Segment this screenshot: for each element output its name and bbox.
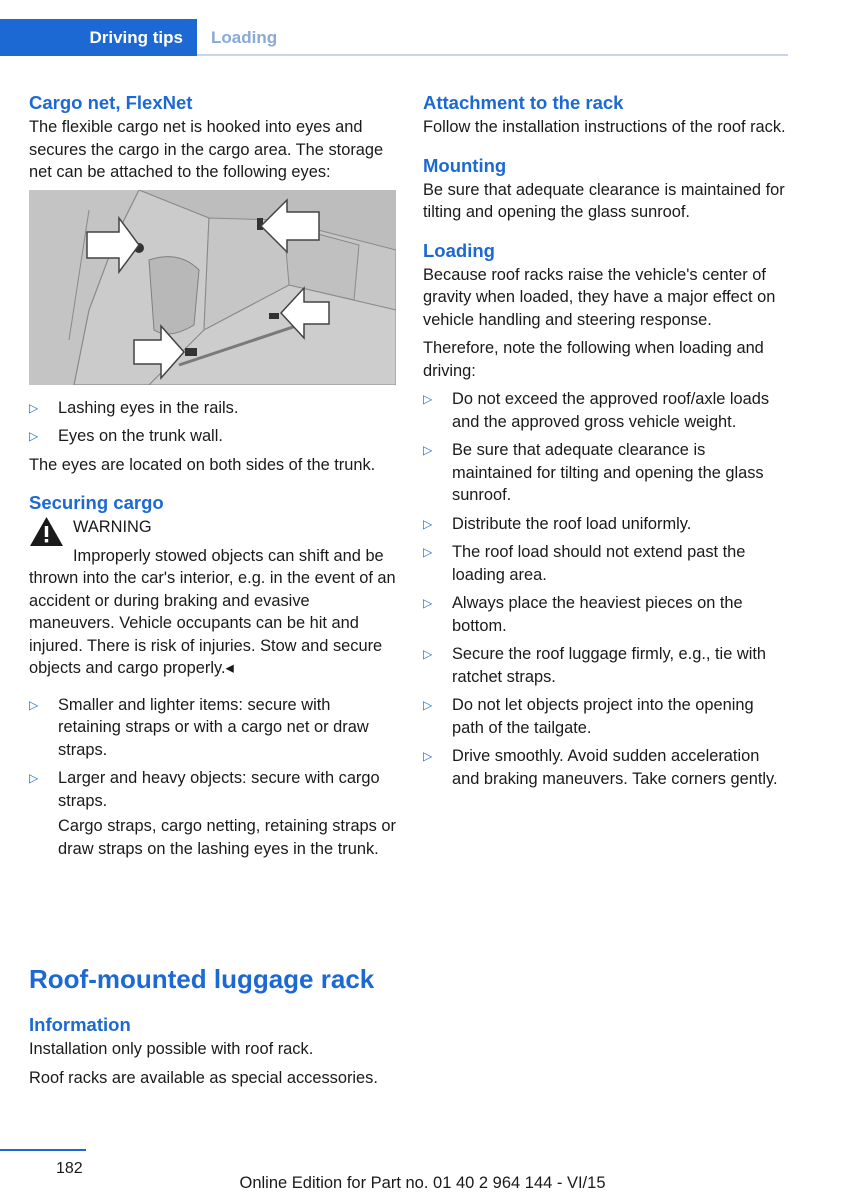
footer-rule — [0, 1149, 86, 1151]
roof-info-section — [29, 1012, 409, 1095]
page-number: 182 — [56, 1160, 83, 1177]
cargo-net-eye-list — [29, 397, 396, 448]
right-column — [423, 90, 788, 796]
cargo-net-heading: Cargo net, FlexNet — [29, 92, 193, 113]
trunk-image — [29, 190, 396, 385]
information-heading: Information — [29, 1014, 131, 1035]
loading-text: Because roof racks raise the vehicle's center of gravity when loaded, they have a major effect on vehicle handling and steering response. — [423, 265, 776, 329]
list-item: ▷ Always place the heaviest pieces on the bottom. — [423, 594, 743, 635]
securing-sub-note: Cargo straps, cargo netting, retaining straps or draw straps on the lashing eyes in the trunk. — [58, 817, 397, 858]
left-column — [29, 90, 396, 866]
attachment-heading: Attachment to the rack — [423, 92, 624, 113]
trunk-illustration — [29, 190, 396, 385]
list-item: ▷ Do not exceed the approved roof/axle loads and the approved gross vehicle weight. — [423, 390, 770, 431]
list-item: ▷ Smaller and lighter items: secure with retaining straps or with a cargo net or draw straps. — [29, 695, 369, 759]
loading-list — [423, 388, 788, 790]
warning-text: Improperly stowed objects can shift and be thrown into the car's interior, e.g. in the event of an accident or during braking and evasive maneuvers. Vehicle occupants can be hit and injured. There is risk of injuries. Stow and secure objects and cargo properly.◂ — [29, 546, 396, 677]
cargo-net-intro: The flexible cargo net is hooked into eyes and secures the cargo in the cargo area. The storage net can be attached to the following eyes: — [29, 118, 384, 181]
securing-cargo-list — [29, 694, 396, 813]
info-line: Roof racks are available as special accessories. — [29, 1068, 378, 1087]
list-item: ▷ Eyes on the trunk wall. — [29, 427, 223, 445]
section-tab-driving-tips: Driving tips — [0, 19, 197, 56]
list-item: ▷ Be sure that adequate clearance is maintained for tilting and opening the glass sunroof. — [423, 441, 764, 504]
warning-block — [29, 516, 396, 680]
header-rule — [197, 54, 788, 56]
list-item: ▷ Do not let objects project into the opening path of the tailgate. — [423, 696, 754, 737]
list-item: ▷ Larger and heavy objects: secure with cargo straps. — [29, 769, 380, 810]
loading-heading: Loading — [423, 239, 495, 261]
info-line: Installation only possible with roof rack. — [29, 1040, 314, 1058]
list-item: ▷ Distribute the roof load uniformly. — [423, 514, 692, 533]
section-tab-loading: Loading — [211, 27, 278, 47]
securing-cargo-heading: Securing cargo — [29, 492, 164, 513]
list-item: ▷ Drive smoothly. Avoid sudden acceleration and braking maneuvers. Take corners gently. — [423, 747, 778, 788]
attachment-text: Follow the installation instructions of the roof rack. — [423, 118, 786, 136]
warning-triangle-icon — [29, 516, 64, 547]
roof-rack-heading: Roof-mounted luggage rack — [29, 964, 375, 994]
list-item: ▷ The roof load should not extend past the loading area. — [423, 543, 746, 584]
mounting-text: Be sure that adequate clearance is maintained for tilting and opening the glass sunroof. — [423, 180, 785, 221]
list-item: ▷ Lashing eyes in the rails. — [29, 398, 239, 417]
list-item: ▷ Secure the roof luggage firmly, e.g., tie with ratchet straps. — [423, 645, 767, 686]
mounting-heading: Mounting — [423, 154, 507, 176]
cargo-net-note: The eyes are located on both sides of the trunk. — [29, 455, 376, 474]
warning-label: WARNING — [73, 518, 152, 536]
edition-note: Online Edition for Part no. 01 40 2 964 144 - VI/15 — [239, 1174, 606, 1192]
loading-text: Therefore, note the following when loading and driving: — [423, 339, 764, 380]
